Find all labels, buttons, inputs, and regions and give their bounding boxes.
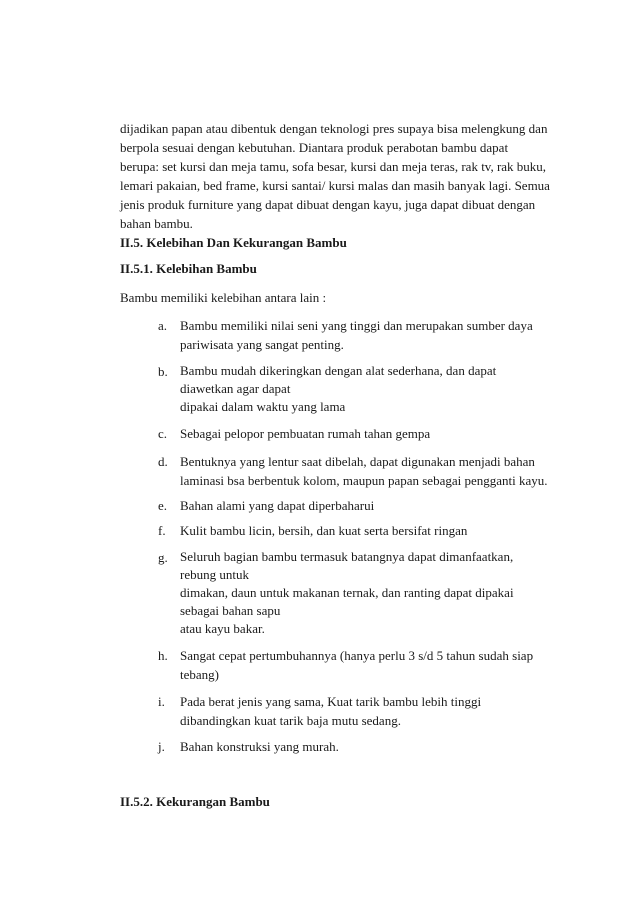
list-marker: e. [158,498,168,513]
list-item-line: Pada berat jenis yang sama, Kuat tarik bambu lebih tinggi [180,694,482,709]
paragraph-line: dijadikan papan atau dibentuk dengan teknologi pres supaya bisa melengkung dan [120,121,548,136]
list-item-line: Bambu memiliki nilai seni yang tinggi dan merupakan sumber daya [180,318,533,333]
list-item-line: pariwisata yang sangat penting. [180,337,344,352]
list-item-e [158,496,558,516]
list-item-line: rebung untuk [180,567,249,582]
list-item-line: Bahan alami yang dapat diperbaharui [180,498,375,513]
list-item-j [158,737,558,757]
list-item-line: dipakai dalam waktu yang lama [180,399,346,414]
list-item-line: Bahan konstruksi yang murah. [180,739,339,754]
list-item-line: Bentuknya yang lentur saat dibelah, dapat digunakan menjadi bahan [180,454,535,469]
list-marker: j. [158,739,165,754]
list-item-line: Sangat cepat pertumbuhannya (hanya perlu 3 s/d 5 tahun sudah siap [180,648,534,663]
opening-paragraph [120,119,560,233]
list-item-g [158,548,558,640]
list-item-line: dibandingkan kuat tarik baja mutu sedang. [180,713,401,728]
list-item-line: sebagai bahan sapu [180,603,281,618]
list-item-line: atau kayu bakar. [180,621,265,636]
list-marker: g. [158,550,168,565]
list-item-a [158,316,558,356]
list-item-d [158,452,558,492]
list-item-f [158,521,558,541]
paragraph-line: berupa: set kursi dan meja tamu, sofa besar, kursi dan meja teras, rak tv, rak buku, [120,159,547,174]
subsection-heading-kekurangan: II.5.2. Kekurangan Bambu [120,794,270,809]
list-item-line: Kulit bambu licin, bersih, dan kuat serta bersifat ringan [180,523,468,538]
list-item-i [158,692,558,732]
list-marker: h. [158,648,168,663]
list-marker: i. [158,694,165,709]
list-item-line: Seluruh bagian bambu termasuk batangnya dapat dimanfaatkan, [180,549,514,564]
list-marker: f. [158,523,166,538]
list-intro: Bambu memiliki kelebihan antara lain : [120,290,327,305]
list-marker: a. [158,318,168,333]
paragraph-line: jenis produk furniture yang dapat dibuat dengan kayu, juga dapat dibuat dengan [120,197,536,212]
list-item-line: laminasi bsa berbentuk kolom, maupun papan sebagai pengganti kayu. [180,473,548,488]
paragraph-line: lemari pakaian, bed frame, kursi santai/ kursi malas dan masih banyak lagi. Semua [120,178,550,193]
section-heading: II.5. Kelebihan Dan Kekurangan Bambu [120,235,347,250]
subsection-heading: II.5.1. Kelebihan Bambu [120,261,257,276]
list-item-line: diawetkan agar dapat [180,381,291,396]
paragraph-line: bahan bambu. [120,216,193,231]
list-marker: b. [158,364,168,379]
list-item-line: dimakan, daun untuk makanan ternak, dan ranting dapat dipakai [180,585,514,600]
list-marker: d. [158,454,168,469]
list-item-line: Sebagai pelopor pembuatan rumah tahan gempa [180,426,431,441]
list-item-b [158,362,558,420]
list-item-line: tebang) [180,667,219,682]
list-item-c [158,424,558,444]
list-item-h [158,646,558,686]
list-marker: c. [158,426,168,441]
paragraph-line: berpola sesuai dengan kebutuhan. Diantara produk perabotan bambu dapat [120,140,509,155]
list-item-line: Bambu mudah dikeringkan dengan alat sederhana, dan dapat [180,363,497,378]
